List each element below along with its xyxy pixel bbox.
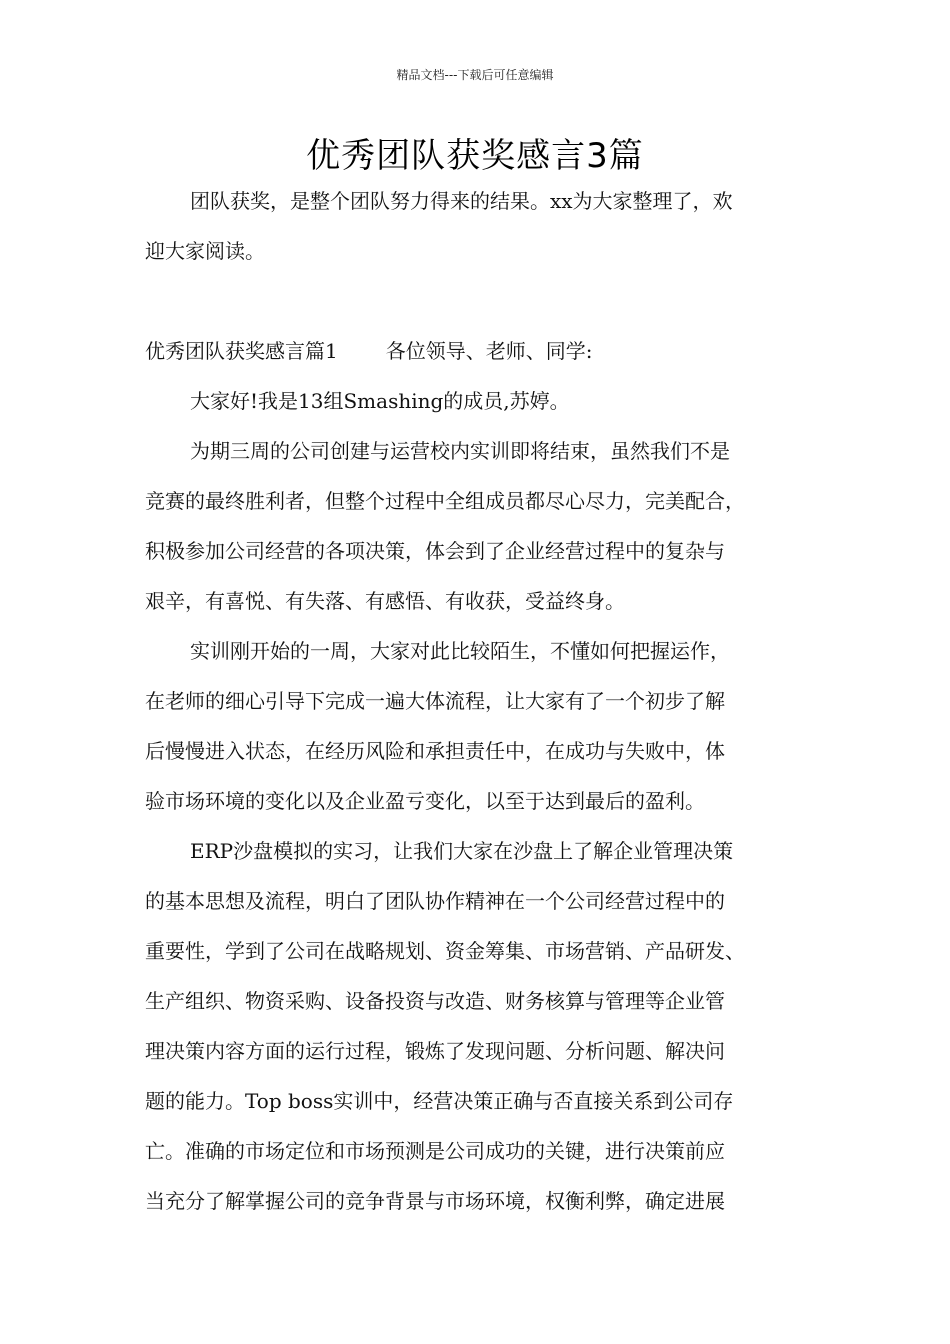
paragraph-line: 实训刚开始的一周，大家对此比较陌生，不懂如何把握运作， (190, 639, 730, 663)
section-heading: 优秀团队获奖感言篇1 (145, 339, 338, 363)
document-title: 优秀团队获奖感言3篇 (306, 136, 644, 176)
document-body (145, 176, 817, 1226)
paragraph-line: 题的能力。Top boss实训中，经营决策正确与否直接关系到公司存 (145, 1089, 734, 1113)
paragraph-line: 后慢慢进入状态，在经历风险和承担责任中，在成功与失败中，体 (145, 739, 725, 763)
intro-line: 团队获奖，是整个团队努力得来的结果。xx为大家整理了，欢 (190, 189, 733, 213)
paragraph-line: 重要性，学到了公司在战略规划、资金筹集、市场营销、产品研发、 (145, 939, 745, 963)
paragraph-line: ERP沙盘模拟的实习，让我们大家在沙盘上了解企业管理决策 (190, 839, 734, 863)
section-heading-line (145, 326, 817, 376)
greeting: 大家好!我是13组Smashing的成员,苏婷。 (190, 389, 570, 413)
header-note: 精品文档---下载后可任意编辑 (396, 68, 554, 82)
paragraph-line: 竞赛的最终胜利者，但整个过程中全组成员都尽心尽力，完美配合， (145, 489, 745, 513)
blank-line (145, 276, 817, 326)
intro-line: 迎大家阅读。 (145, 239, 265, 263)
paragraph-line: 积极参加公司经营的各项决策，体会到了企业经营过程中的复杂与 (145, 539, 725, 563)
paragraph-line: 艰辛，有喜悦、有失落、有感悟、有收获，受益终身。 (145, 589, 625, 613)
paragraph-line: 理决策内容方面的运行过程，锻炼了发现问题、分析问题、解决问 (145, 1039, 725, 1063)
paragraph-line: 亡。准确的市场定位和市场预测是公司成功的关键，进行决策前应 (145, 1139, 725, 1163)
paragraph-line: 在老师的细心引导下完成一遍大体流程，让大家有了一个初步了解 (145, 689, 725, 713)
paragraph-line: 验市场环境的变化以及企业盈亏变化，以至于达到最后的盈利。 (145, 789, 705, 813)
salutation: 各位领导、老师、同学: (385, 339, 593, 363)
paragraph-line: 当充分了解掌握公司的竞争背景与市场环境，权衡利弊，确定进展 (145, 1189, 725, 1213)
paragraph-line: 为期三周的公司创建与运营校内实训即将结束，虽然我们不是 (190, 439, 730, 463)
paragraph-line: 的基本思想及流程，明白了团队协作精神在一个公司经营过程中的 (145, 889, 725, 913)
paragraph-line: 生产组织、物资采购、设备投资与改造、财务核算与管理等企业管 (145, 989, 725, 1013)
